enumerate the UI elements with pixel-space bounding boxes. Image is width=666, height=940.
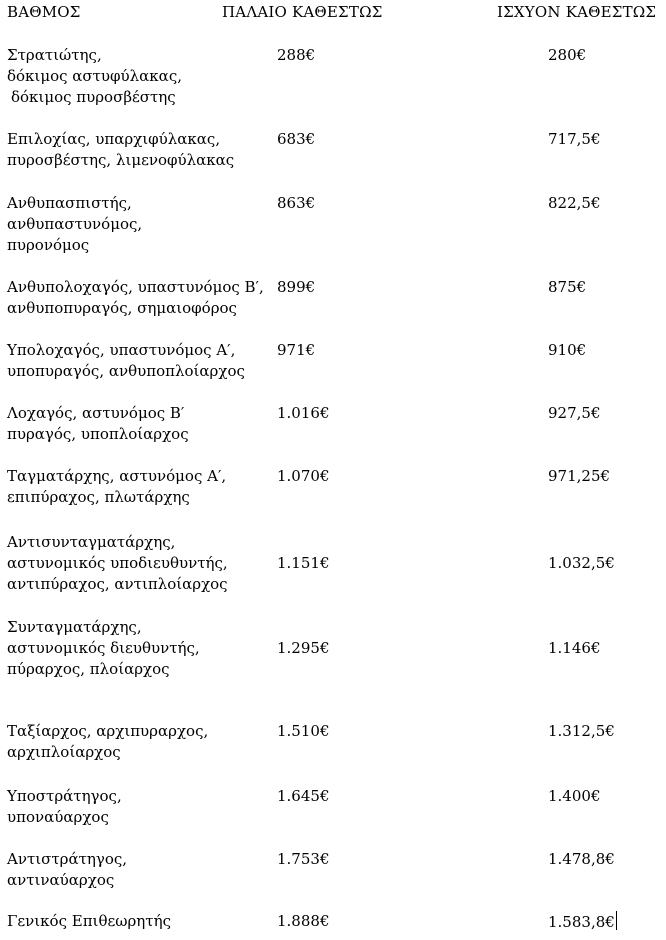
rank-line: Ταξίαρχος, αρχιπυραρχος, (7, 722, 209, 740)
rank-line: Επιλοχίας, υπαρχιφύλακας, (7, 130, 221, 148)
old-salary-cell: 1.151€ (277, 554, 330, 572)
rank-line: υποναύαρχος (7, 808, 109, 826)
rank-cell (7, 340, 272, 382)
rank-line: πύραρχος, πλοίαρχος (7, 660, 170, 678)
rank-line: δόκιμος αστυφύλακας, (7, 67, 182, 85)
rank-cell (7, 721, 272, 763)
current-salary-value: 280€ (548, 46, 587, 64)
current-salary-value: 1.400€ (548, 787, 601, 805)
old-salary-cell: 971€ (277, 341, 316, 359)
rank-line: Συνταγματάρχης, (7, 618, 142, 636)
rank-line: Ταγματάρχης, αστυνόμος Α′, (7, 467, 227, 485)
current-salary-cell (548, 721, 615, 742)
current-salary-value: 1.312,5€ (548, 722, 615, 740)
current-salary-cell (548, 403, 601, 424)
rank-cell (7, 277, 272, 319)
rank-line: υποπυραγός, ανθυποπλοίαρχος (7, 362, 245, 380)
current-salary-value: 717,5€ (548, 130, 601, 148)
current-salary-value: 1.032,5€ (548, 554, 615, 572)
old-salary-cell: 1.888€ (277, 912, 330, 930)
current-salary-cell (548, 129, 601, 150)
old-salary-cell: 683€ (277, 130, 316, 148)
rank-cell (7, 193, 272, 256)
rank-line: Ανθυπολοχαγός, υπαστυνόμος Β′, (7, 278, 264, 296)
rank-line: Στρατιώτης, (7, 46, 102, 64)
rank-line: Υποστράτηγος, (7, 787, 122, 805)
rank-line: αστυνομικός υποδιευθυντής, (7, 554, 228, 572)
old-salary-cell: 1.295€ (277, 639, 330, 657)
rank-line: Γενικός Επιθεωρητής (7, 912, 171, 930)
rank-cell (7, 849, 272, 891)
rank-cell (7, 532, 272, 595)
old-salary-cell: 863€ (277, 194, 316, 212)
current-salary-value: 875€ (548, 278, 587, 296)
current-salary-cell (548, 911, 617, 933)
old-salary-cell: 1.645€ (277, 787, 330, 805)
current-salary-cell (548, 553, 615, 574)
rank-line: αρχιπλοίαρχος (7, 743, 121, 761)
rank-line: πυρονόμος (7, 236, 90, 254)
rank-cell (7, 45, 272, 108)
rank-cell (7, 786, 272, 828)
old-salary-cell: 899€ (277, 278, 316, 296)
old-salary-cell: 1.016€ (277, 404, 330, 422)
rank-line: ανθυποπυραγός, σημαιοφόρος (7, 299, 237, 317)
current-salary-cell (548, 277, 586, 298)
rank-cell (7, 617, 272, 680)
rank-line: επιπύραχος, πλωτάρχης (7, 488, 190, 506)
rank-line: ανθυπαστυνόμος, (7, 215, 143, 233)
rank-line: Λοχαγός, αστυνόμος Β′ (7, 404, 185, 422)
rank-cell (7, 466, 272, 508)
current-salary-value: 927,5€ (548, 404, 601, 422)
current-salary-cell (548, 786, 601, 807)
rank-cell (7, 911, 272, 932)
rank-line: Αντισυνταγματάρχης, (7, 533, 176, 551)
rank-line: αντιπύραχος, αντιπλοίαρχος (7, 575, 228, 593)
rank-line: αστυνομικός διευθυντής, (7, 639, 200, 657)
current-salary-value: 1.478,8€ (548, 850, 615, 868)
rank-cell (7, 129, 272, 171)
column-header-rank: ΒΑΘΜΟΣ (7, 3, 81, 21)
current-salary-value: 910€ (548, 341, 587, 359)
current-salary-value: 1.146€ (548, 639, 601, 657)
current-salary-value: 971,25€ (548, 467, 611, 485)
rank-line: Ανθυπασπιστής, (7, 194, 132, 212)
rank-line: πυροσβέστης, λιμενοφύλακας (7, 151, 235, 169)
current-salary-cell (548, 193, 601, 214)
current-salary-cell (548, 45, 586, 66)
column-header-old-regime: ΠΑΛΑΙΟ ΚΑΘΕΣΤΩΣ (222, 3, 383, 21)
old-salary-cell: 1.510€ (277, 722, 330, 740)
old-salary-cell: 288€ (277, 46, 316, 64)
text-cursor[interactable] (616, 911, 617, 930)
column-header-current-regime: ΙΣΧΥΟΝ ΚΑΘΕΣΤΩΣ (497, 3, 657, 21)
current-salary-cell (548, 466, 610, 487)
rank-line: πυραγός, υποπλοίαρχος (7, 425, 189, 443)
rank-line: αντιναύαρχος (7, 871, 115, 889)
rank-line: Αντιστράτηγος, (7, 850, 128, 868)
current-salary-cell (548, 849, 615, 870)
rank-line: Υπολοχαγός, υπαστυνόμος Α′, (7, 341, 236, 359)
old-salary-cell: 1.070€ (277, 467, 330, 485)
old-salary-cell: 1.753€ (277, 850, 330, 868)
current-salary-cell (548, 638, 601, 659)
current-salary-value: 1.583,8€ (548, 913, 615, 931)
rank-line: δόκιμος πυροσβέστης (11, 88, 176, 106)
current-salary-value: 822,5€ (548, 194, 601, 212)
rank-cell (7, 403, 272, 445)
table-header (0, 2, 666, 24)
current-salary-cell (548, 340, 586, 361)
